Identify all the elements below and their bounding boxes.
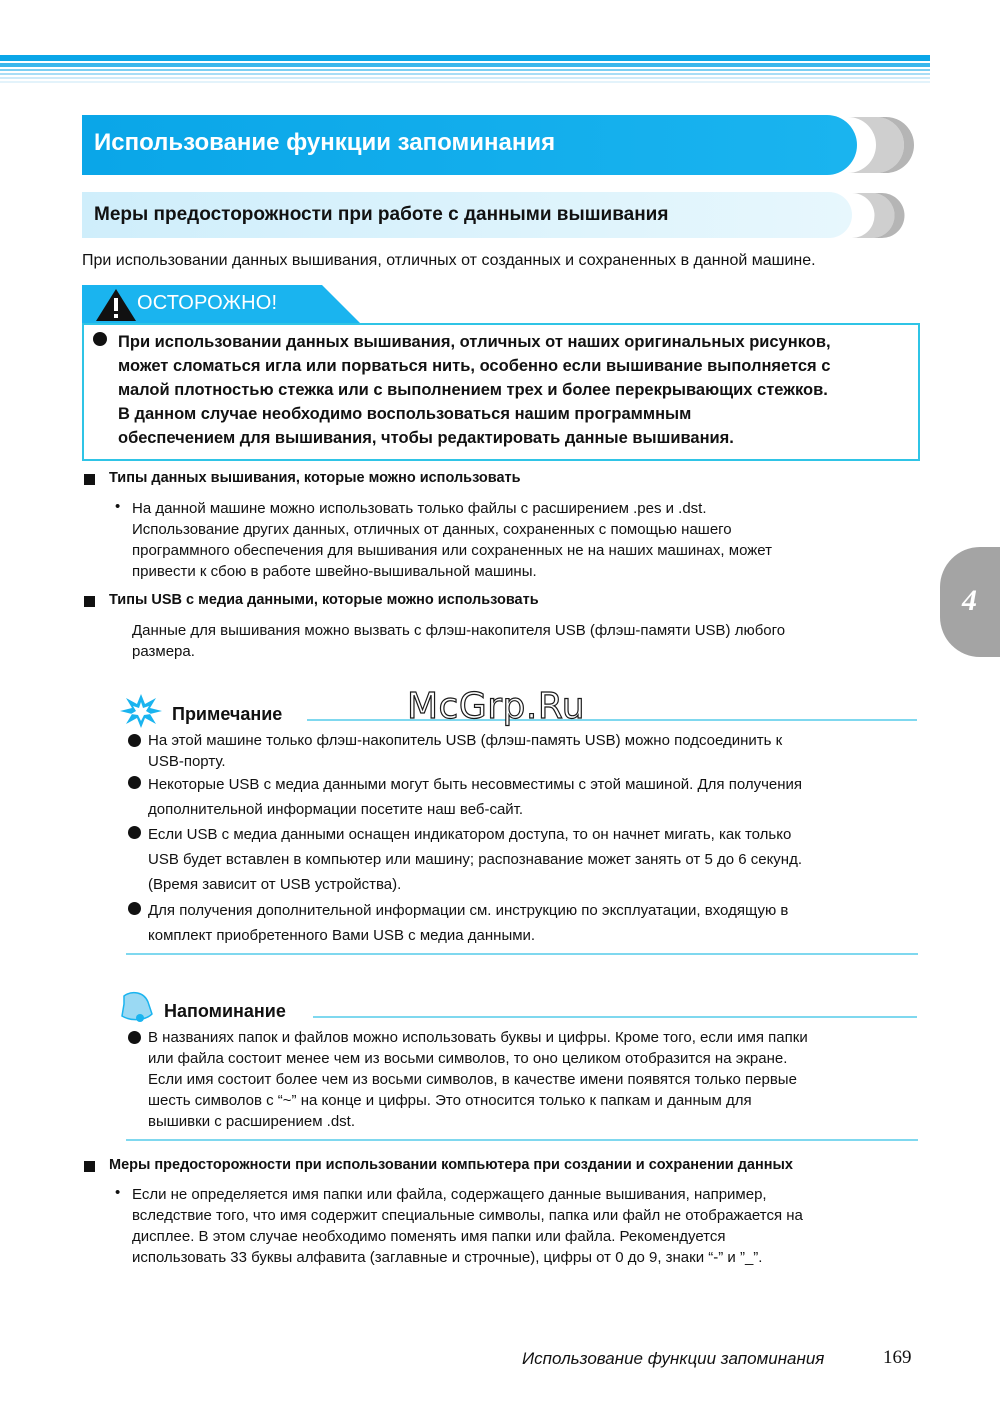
dot-bullet: •: [115, 498, 121, 515]
computer-text: Если не определяется имя папки или файла, содержащего данные вышивания, например, вследствие того, что имя содержит специальные символы, папка или файл не отображается на дисплее. В этом случае необходимо поменять имя папки или файла. Рекомендуется использовать 33 буквы алфавита (заглавные и строчные), цифры от 0 до 9, знаки “-” и ”_”.: [132, 1186, 803, 1266]
bell-icon: [118, 990, 154, 1024]
footer-title: Использование функции запоминания: [522, 1349, 825, 1368]
page-number: 169: [883, 1347, 912, 1368]
chapter-number: 4: [962, 584, 977, 617]
note-bottom-rule: [126, 953, 918, 955]
section-title: Меры предосторожности при работе с данными вышивания: [82, 192, 852, 238]
page-title: Использование функции запоминания: [82, 115, 857, 175]
section-square-bullet: [84, 1161, 95, 1172]
warning-label: ОСТОРОЖНО!: [137, 292, 278, 314]
note-bullet: [128, 776, 141, 789]
note-item: Для получения дополнительной информации см. инструкцию по эксплуатации, входящую в комплект приобретенного Вами USB с медиа данными.: [148, 902, 789, 944]
top-stripes: [0, 55, 930, 83]
note-bullet: [128, 826, 141, 839]
reminder-bottom-rule: [126, 1139, 918, 1141]
dot-bullet: •: [115, 1184, 121, 1201]
usb-types-text: Данные для вышивания можно вызвать с флэш-накопителя USB (флэш-памяти USB) любого размера.: [132, 622, 786, 660]
warning-bullet: [93, 332, 107, 346]
section-square-bullet: [84, 596, 95, 607]
file-types-text: На данной машине можно использовать только файлы с расширением .pes и .dst. Использование других данных, отличных от данных, сохраненных с помощью нашего программного обеспечения для вышивания или сохраненных не на наших машинах, может привести к сбою в работе швейно-вышивальной машины.: [132, 500, 773, 580]
note-bullet: [128, 902, 141, 915]
section-heading-usb-types: Типы USB с медиа данными, которые можно использовать: [109, 592, 539, 608]
section-heading-file-types: Типы данных вышивания, которые можно использовать: [109, 470, 521, 486]
note-item: Некоторые USB с медиа данными могут быть несовместимы с этой машиной. Для получения дополнительной информации посетите наш веб-сайт.: [148, 776, 803, 818]
note-item: Если USB с медиа данными оснащен индикатором доступа, то он начнет мигать, как только USB будет вставлен в компьютер или машину; распознавание может занять от 5 до 6 секунд. (Время зависит от USB устройства).: [148, 826, 803, 893]
reminder-bullet: [128, 1031, 141, 1044]
note-bullet: [128, 734, 141, 747]
note-item: На этой машине только флэш-накопитель USB (флэш-память USB) можно подсоединить к USB-порту.: [148, 732, 783, 770]
reminder-title: Напоминание: [164, 1001, 286, 1021]
section-heading-computer: Меры предосторожности при использовании компьютера при создании и сохранении данных: [109, 1157, 793, 1173]
note-burst-icon: [120, 694, 162, 728]
heading-decoration: [842, 117, 914, 173]
section-square-bullet: [84, 474, 95, 485]
watermark: McGrp.Ru: [407, 686, 586, 727]
intro-text: При использовании данных вышивания, отличных от созданных и сохраненных в данной машине.: [82, 252, 816, 269]
warning-text: При использовании данных вышивания, отличных от наших оригинальных рисунков, может сломаться игла или порваться нить, особенно если вышивание выполняется с малой плотностью стежка или с выполнением трех и более перекрывающих стежков. В данном случае необходимо воспользоваться нашим программным обеспечением для вышивания, чтобы редактировать данные вышивания.: [118, 333, 831, 447]
subheading-decoration: [848, 193, 912, 238]
reminder-top-rule: [313, 1016, 917, 1018]
reminder-text: В названиях папок и файлов можно использовать буквы и цифры. Кроме того, если имя папки или файла состоит менее чем из восьми символов, то оно целиком отобразится на экране. Если имя состоит более чем из восьми символов, в качестве имени появятся только первые шесть символов с “~” на конце и цифры. Это относится только к папкам и данным для вышивки с расширением .dst.: [148, 1029, 808, 1130]
note-title: Примечание: [172, 704, 283, 724]
note-top-rule: [307, 719, 917, 721]
